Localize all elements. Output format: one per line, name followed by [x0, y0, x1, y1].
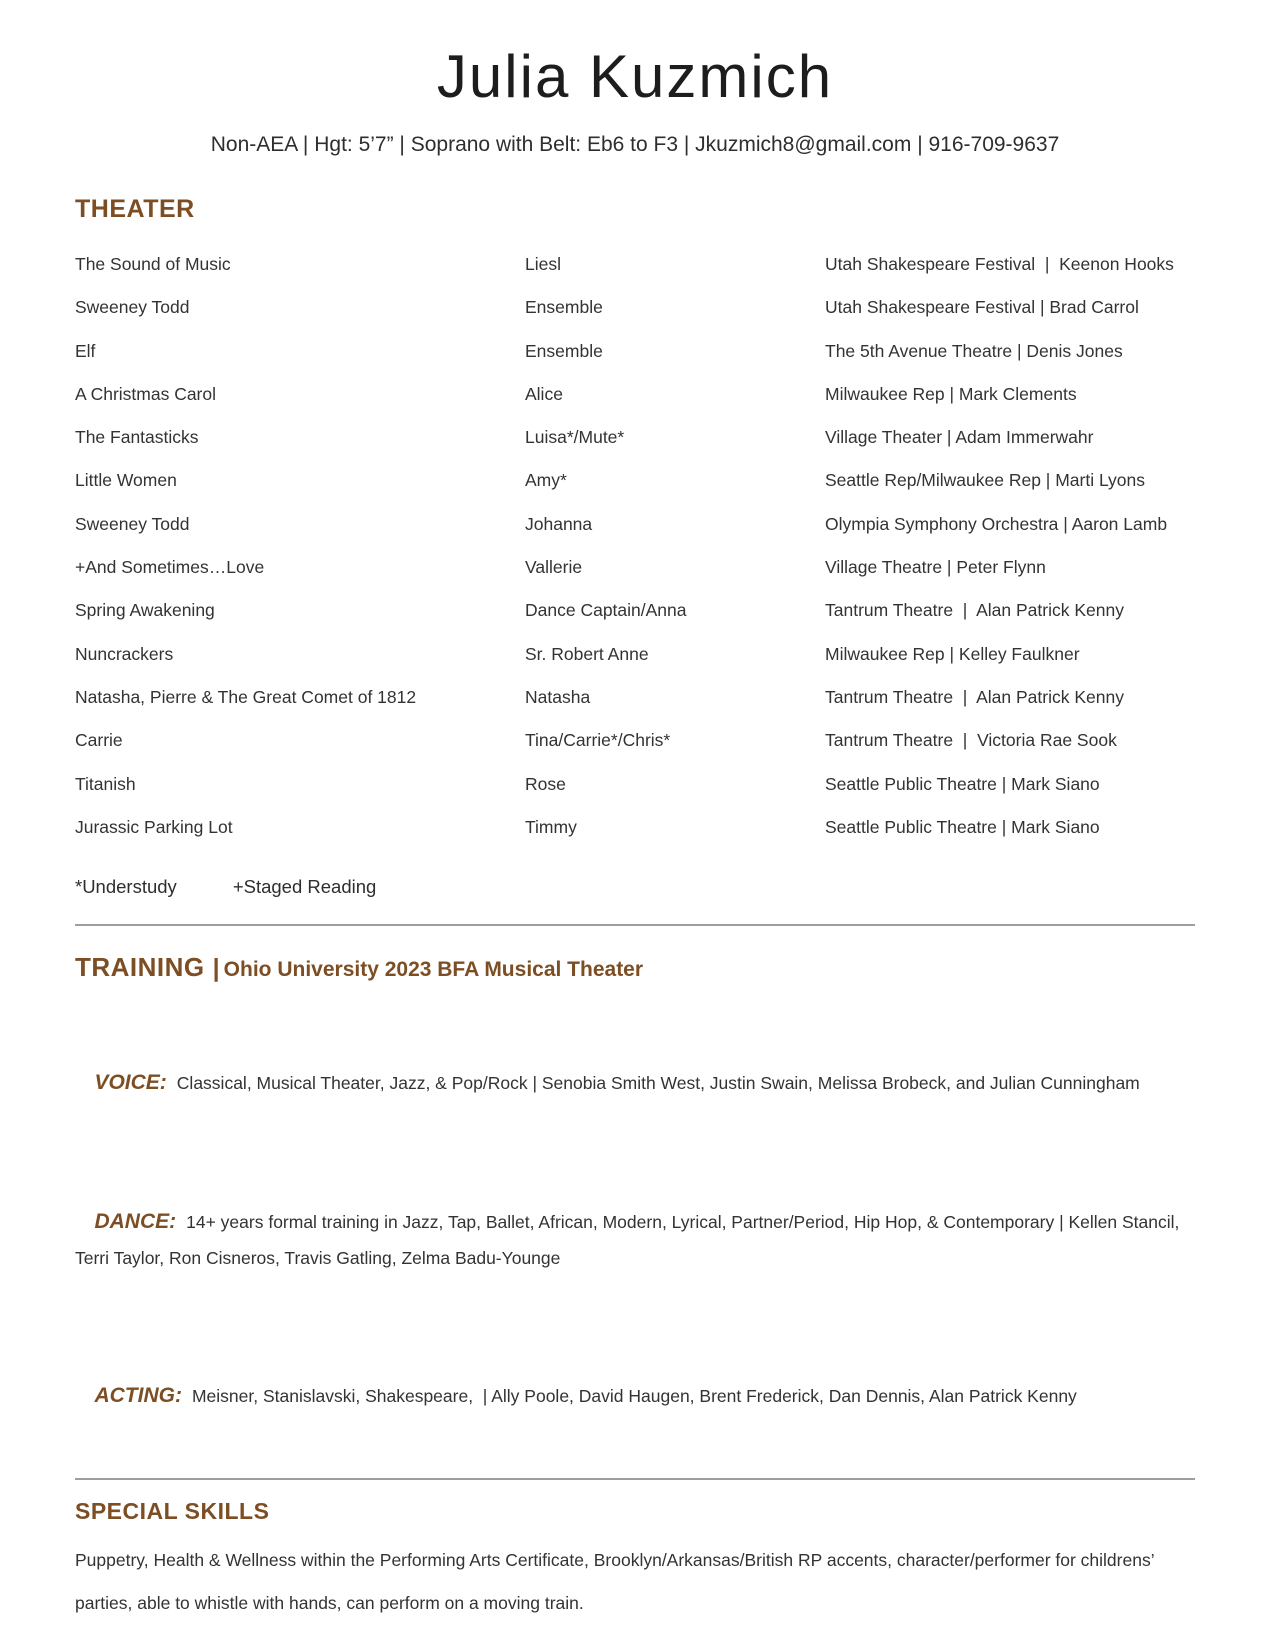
theater-company-cell: Tantrum Theatre | Alan Patrick Kenny [825, 600, 1124, 621]
theater-company-cell: Seattle Public Theatre | Mark Siano [825, 816, 1100, 837]
special-skills-text: Puppetry, Health & Wellness within the Performing Arts Certificate, Brooklyn/Arkansas/British RP accents, character/performer for childrens’ parties, able to whistle with hands, can perform on a moving train. [75, 1550, 1154, 1614]
theater-role-cell: Amy* [525, 470, 567, 491]
theater-company-cell: Village Theater | Adam Immerwahr [825, 427, 1094, 448]
theater-show-cell: Spring Awakening [75, 600, 215, 621]
theater-table [75, 254, 1195, 860]
theater-show-cell: Jurassic Parking Lot [75, 816, 233, 837]
theater-show-cell: Sweeney Todd [75, 297, 190, 318]
theater-row [75, 600, 1195, 643]
person-name: Julia Kuzmich [436, 43, 834, 110]
theater-role-cell: Dance Captain/Anna [525, 600, 687, 621]
theater-company-cell: Milwaukee Rep | Kelley Faulkner [825, 643, 1080, 664]
legend-understudy: *Understudy [75, 876, 177, 898]
stats-line: Non-AEA | Hgt: 5’7” | Soprano with Belt: Eb6 to F3 | Jkuzmich8@gmail.com | 916-709-9637 [210, 133, 1060, 156]
theater-role-cell: Natasha [525, 686, 591, 707]
theater-row [75, 297, 1195, 340]
theater-company-cell: Milwaukee Rep | Mark Clements [825, 383, 1077, 404]
theater-company-cell: Village Theatre | Peter Flynn [825, 557, 1046, 578]
theater-row [75, 470, 1195, 513]
theater-company-cell: Olympia Symphony Orchestra | Aaron Lamb [825, 513, 1168, 534]
dance-label: DANCE: [94, 1210, 177, 1234]
theater-row [75, 817, 1195, 860]
theater-show-cell: +And Sometimes…Love [75, 557, 265, 578]
theater-company-cell: Seattle Public Theatre | Mark Siano [825, 773, 1100, 794]
theater-role-cell: Ensemble [525, 340, 603, 361]
theater-row [75, 557, 1195, 600]
theater-row [75, 730, 1195, 773]
theater-show-cell: Carrie [75, 730, 123, 751]
training-section-heading [75, 952, 1195, 983]
theater-company-cell: Seattle Rep/Milwaukee Rep | Marti Lyons [825, 470, 1146, 491]
legend-row [75, 876, 1195, 898]
theater-company-cell: Tantrum Theatre | Victoria Rae Sook [825, 730, 1117, 751]
theater-show-cell: Natasha, Pierre & The Great Comet of 1812 [75, 686, 417, 707]
resume-page [0, 42, 1275, 1625]
voice-item [75, 1031, 1195, 1135]
theater-role-cell: Tina/Carrie*/Chris* [525, 730, 671, 751]
theater-role-cell: Rose [525, 773, 566, 794]
theater-show-cell: A Christmas Carol [75, 383, 217, 404]
theater-company-cell: Tantrum Theatre | Alan Patrick Kenny [825, 686, 1124, 707]
dance-text: 14+ years formal training in Jazz, Tap, Ballet, African, Modern, Lyrical, Partner/Period, Hip Hop, & Contemporary | Kellen Stancil, Terri Taylor, Ron Cisneros, Travis Gatling, Zelma Badu-Younge [75, 1212, 1184, 1268]
training-heading-text: TRAINING [75, 952, 205, 983]
theater-row [75, 687, 1195, 730]
theater-row [75, 427, 1195, 470]
theater-show-cell: Elf [75, 340, 96, 361]
theater-row [75, 341, 1195, 384]
section-divider [75, 924, 1195, 926]
theater-role-cell: Johanna [525, 513, 593, 534]
theater-company-cell: Utah Shakespeare Festival | Keenon Hooks [825, 254, 1174, 274]
acting-item [75, 1345, 1195, 1449]
theater-show-cell: The Sound of Music [75, 254, 231, 274]
acting-label: ACTING: [94, 1384, 182, 1408]
theater-row [75, 254, 1195, 297]
theater-role-cell: Ensemble [525, 297, 603, 318]
acting-text: Meisner, Stanislavski, Shakespeare, | Ally Poole, David Haugen, Brent Frederick, Dan Dennis, Alan Patrick Kenny [191, 1386, 1077, 1407]
theater-role-cell: Luisa*/Mute* [525, 427, 625, 448]
special-skills-heading: SPECIAL SKILLS [75, 1498, 270, 1525]
theater-role-cell: Alice [525, 383, 563, 404]
theater-company-cell: Utah Shakespeare Festival | Brad Carrol [825, 297, 1139, 318]
theater-row [75, 384, 1195, 427]
theater-company-cell: The 5th Avenue Theatre | Denis Jones [825, 340, 1123, 361]
theater-show-cell: Sweeney Todd [75, 513, 190, 534]
theater-role-cell: Sr. Robert Anne [525, 643, 649, 664]
theater-role-cell: Liesl [525, 254, 561, 274]
legend-staged-reading: +Staged Reading [232, 876, 377, 898]
section-divider [75, 1478, 1195, 1480]
training-subheading: Ohio University 2023 BFA Musical Theater [223, 958, 644, 982]
voice-label: VOICE: [94, 1070, 167, 1094]
theater-row [75, 514, 1195, 557]
training-heading-pipe: | [212, 954, 220, 983]
theater-show-cell: Nuncrackers [75, 643, 174, 664]
dance-item [75, 1171, 1195, 1307]
theater-show-cell: Titanish [75, 773, 136, 794]
theater-section-heading: THEATER [75, 195, 195, 223]
theater-row [75, 644, 1195, 687]
theater-row [75, 774, 1195, 817]
theater-show-cell: The Fantasticks [75, 427, 199, 448]
theater-show-cell: Little Women [75, 470, 177, 491]
theater-role-cell: Timmy [525, 816, 577, 837]
voice-text: Classical, Musical Theater, Jazz, & Pop/Rock | Senobia Smith West, Justin Swain, Melissa Brobeck, and Julian Cunningham [176, 1072, 1140, 1093]
theater-role-cell: Vallerie [525, 557, 583, 578]
